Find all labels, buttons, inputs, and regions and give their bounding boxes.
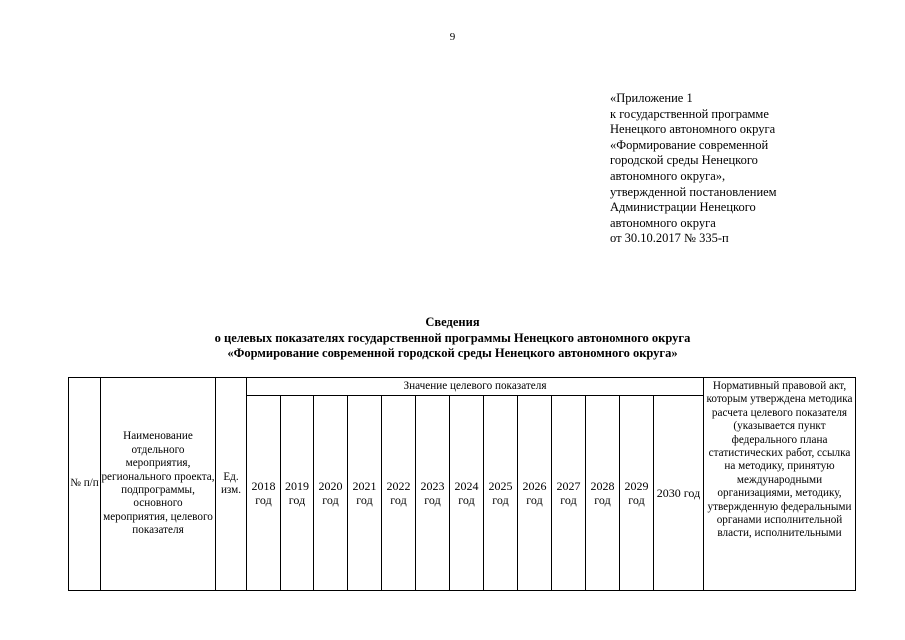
- title-line-3: «Формирование современной городской среды Ненецкого автономного округа»: [227, 346, 678, 360]
- appendix-line: автономного округа»,: [610, 168, 726, 183]
- appendix-line: автономного округа: [610, 215, 716, 230]
- indicators-table: [68, 377, 856, 591]
- title-line-2: о целевых показателях государственной программы Ненецкого автономного округа: [214, 330, 691, 345]
- header-number: № п/п: [69, 378, 101, 591]
- appendix-line: от 30.10.2017 № 335-п: [610, 231, 729, 246]
- normative-act-text: Нормативный правовой акт, которым утверждена методика расчета целевого показателя (указывается пункт федерального плана статистических работ, ссылка на методику, принятую международными организациями, методику, утвержденную федеральными органами исполнительной власти, исполнительными: [706, 380, 853, 540]
- header-year: 2029 год: [620, 396, 654, 591]
- header-year: 2028 год: [586, 396, 620, 591]
- header-normative-act: [704, 378, 856, 591]
- page-number: 9: [449, 31, 456, 43]
- header-year: 2030 год: [654, 396, 704, 591]
- header-indicator-value: Значение целевого показателя: [247, 378, 704, 396]
- header-year: 2025 год: [484, 396, 518, 591]
- appendix-line: «Приложение 1: [610, 91, 693, 105]
- header-name: Наименование отдельного мероприятия, регионального проекта, подпрограммы, основного мероприятия, целевого показателя: [101, 378, 216, 591]
- header-year: 2027 год: [552, 396, 586, 591]
- header-year: 2019 год: [281, 396, 314, 591]
- header-year: 2023 год: [416, 396, 450, 591]
- appendix-line: к государственной программе: [610, 106, 769, 121]
- appendix-line: «Формирование современной: [610, 137, 769, 152]
- appendix-note: [610, 91, 890, 247]
- appendix-line: утвержденной постановлением: [610, 184, 777, 199]
- appendix-line: Администрации Ненецкого: [610, 200, 756, 215]
- header-year: 2026 год: [518, 396, 552, 591]
- appendix-line: Ненецкого автономного округа: [610, 122, 776, 137]
- appendix-line: городской среды Ненецкого: [610, 153, 758, 168]
- header-unit: Ед. изм.: [216, 378, 247, 591]
- header-year: 2020 год: [314, 396, 348, 591]
- header-year: 2021 год: [348, 396, 382, 591]
- header-year: 2024 год: [450, 396, 484, 591]
- document-title: [0, 315, 905, 362]
- header-year: 2022 год: [382, 396, 416, 591]
- header-year: 2018 год: [247, 396, 281, 591]
- title-line-1: Сведения: [425, 315, 480, 329]
